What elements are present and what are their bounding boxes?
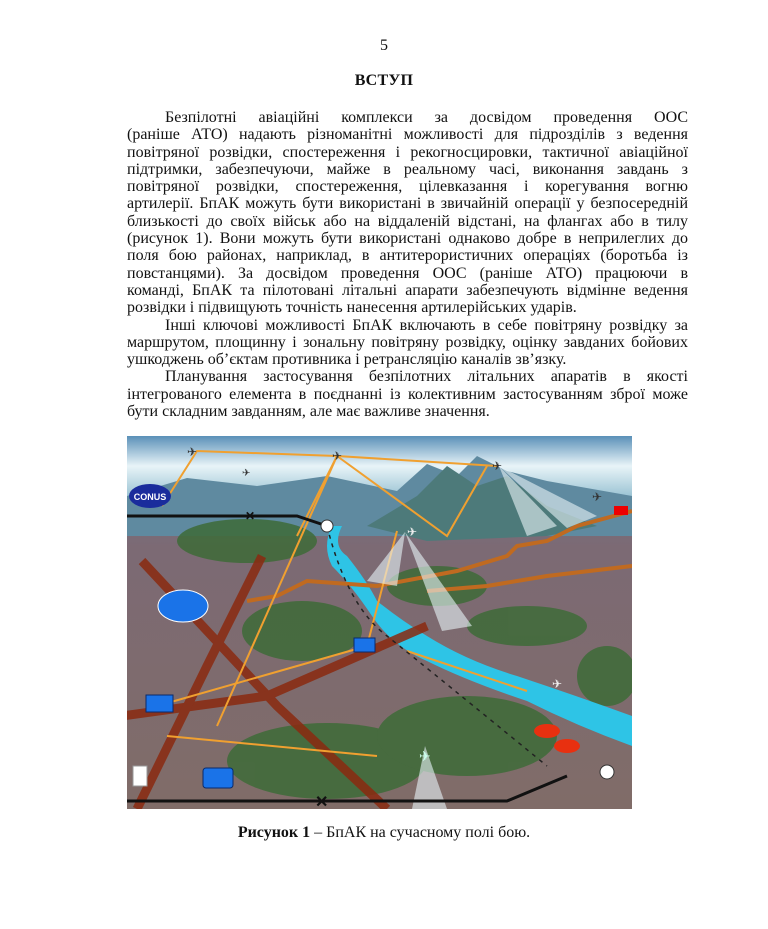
line-text: підтримки, забезпечуючи, майже в реальному часі, виконання завдань з	[127, 160, 688, 178]
paragraph-line	[127, 282, 688, 299]
line-text: бути складним завданням, але має важливе значення.	[127, 403, 490, 421]
paragraph-line	[127, 386, 688, 403]
figure-caption	[0, 824, 768, 842]
paragraph-line	[127, 109, 688, 126]
figure-battlefield-uav	[127, 436, 632, 809]
paragraph-line	[127, 126, 688, 143]
paragraph-line	[127, 161, 688, 178]
svg-text:✈: ✈	[592, 490, 603, 504]
paragraph-line	[127, 403, 688, 420]
line-text: (раніше АТО) надають різноманітні можливості для підрозділів з ведення	[127, 126, 688, 144]
line-text: Планування застосування безпілотних літальних апаратів в якості	[165, 368, 688, 386]
body-text	[127, 109, 688, 420]
svg-text:✈: ✈	[332, 449, 343, 463]
paragraph-line	[127, 178, 688, 195]
page-number: 5	[380, 37, 388, 54]
conus-label: CONUS	[133, 492, 167, 502]
paragraph-line	[127, 213, 688, 230]
svg-text:✈: ✈	[407, 525, 418, 539]
flag-icon	[614, 506, 628, 515]
line-text: артилерії. БпАК можуть бути використані в звичайній операції у безпосередній	[127, 195, 688, 213]
ground-station-icon	[203, 768, 233, 788]
unit-icon	[354, 638, 375, 652]
svg-text:✈: ✈	[242, 468, 251, 479]
unit-hq-icon	[146, 695, 173, 712]
battlefield-illustration	[127, 436, 632, 809]
paragraph-line	[127, 368, 688, 385]
line-text: інтегрованого елемента в поєднанні із колективним застосуванням зброї може	[127, 385, 688, 403]
paragraph-line	[127, 334, 688, 351]
line-text: розвідки і підвищують точність нанесення артилерійських ударів.	[127, 299, 577, 317]
line-text: повітряної розвідки, спостереження і рекогносцировки, тактичної авіаційної	[127, 143, 688, 161]
caption-text: – БпАК на сучасному полі бою.	[310, 824, 531, 841]
line-text: Безпілотні авіаційні комплекси за досвідом проведення ООС	[165, 109, 688, 126]
line-text: близькості до своїх військ або на віддаленій відстані, на флангах або в тилу	[127, 212, 688, 230]
paragraph-line	[127, 195, 688, 212]
line-text: повстанцями). За досвідом проведення ООС (раніше АТО) працюючи в	[127, 264, 688, 282]
line-text: поля бою районах, наприклад, в антитерористичних операціях (боротьба із	[127, 247, 688, 265]
paragraph-line	[127, 247, 688, 264]
svg-text:✈: ✈	[187, 445, 198, 459]
paragraph-line	[127, 299, 688, 316]
line-text: маршрутом, площинну і зональну повітряну розвідку, оцінку завданих бойових	[127, 333, 688, 351]
paragraph-line	[127, 265, 688, 282]
caption-label: Рисунок 1	[237, 824, 311, 841]
svg-text:✈: ✈	[552, 677, 563, 691]
node-icon	[600, 765, 614, 779]
line-text: повітряної розвідки, спостереження, цілевказання і корегування вогню	[127, 178, 688, 196]
line-text: Інші ключові можливості БпАК включають в себе повітряну розвідку за	[165, 316, 688, 334]
section-heading: ВСТУП	[354, 72, 414, 89]
paragraph-line	[127, 317, 688, 334]
svg-text:✈: ✈	[492, 459, 503, 473]
svg-text:✈: ✈	[419, 750, 431, 765]
cross-marker-icon: ✕	[315, 794, 329, 809]
line-text: (рисунок 1). Вони можуть бути використані однаково добре в неприлеглих до	[127, 230, 688, 248]
paragraph-line	[127, 351, 688, 368]
line-text: ушкоджень об’єктам противника і ретрансляцію каналів зв’язку.	[127, 351, 567, 369]
documents-icon	[133, 766, 147, 786]
node-icon	[321, 520, 333, 532]
map-globe-icon	[158, 590, 208, 622]
line-text: команді, БпАК та пілотовані літальні апарати забезпечують відмінне ведення	[127, 281, 688, 299]
enemy-unit-icon	[534, 724, 560, 738]
paragraph-line	[127, 144, 688, 161]
paragraph-line	[127, 230, 688, 247]
cross-marker-icon: ✕	[245, 509, 256, 523]
enemy-unit-icon	[554, 739, 580, 753]
